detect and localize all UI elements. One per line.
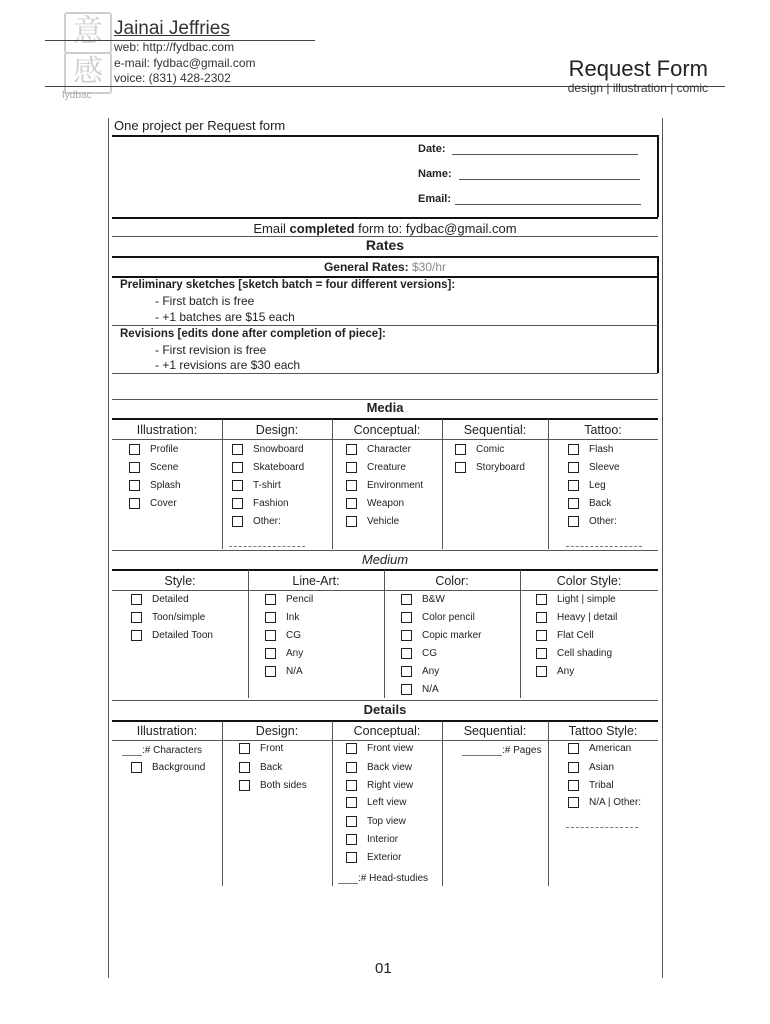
checkbox[interactable] [265,612,276,623]
intro-bottom-rule [112,217,658,219]
media-header-sequential: Sequential: [463,423,527,437]
option-label: Detailed Toon [152,630,213,641]
option-label: Flat Cell [557,630,594,641]
one-project-note: One project per Request form [114,118,286,133]
checkbox[interactable] [131,630,142,641]
medium-col-divider-2 [384,570,385,698]
general-rates-value: $30/hr [412,260,447,274]
media-col-divider-2 [332,419,333,549]
prelim-heading: Preliminary sketches [sketch batch = four different versions]: [120,279,456,291]
designer-name: Jainai Jeffries [114,18,230,39]
medium-lineart-any[interactable] [265,648,303,659]
email-instructions [112,221,658,236]
media-sequential-storyboard[interactable] [455,462,525,473]
prelim-rule [112,325,658,326]
details-concept-interior[interactable] [346,834,398,845]
option-label: Skateboard [253,462,305,473]
media-tattoo-flash[interactable] [568,444,613,455]
checkbox[interactable] [568,762,579,773]
checkbox[interactable] [536,648,547,659]
media-tattoo-other[interactable] [568,516,617,527]
media-header-rule [112,439,658,440]
details-characters-label: :# Characters [142,745,203,756]
details-tattoo-other-field[interactable] [566,827,638,828]
media-col-divider-1 [222,419,223,549]
option-label: N/A [286,666,303,677]
media-header-design: Design: [255,423,299,437]
option-label: Scene [150,462,179,473]
revisions-item-1: - First revision is free [155,343,267,357]
checkbox[interactable] [232,480,243,491]
option-label: Front [260,743,284,754]
media-title-rule [112,418,658,420]
medium-col-divider-1 [248,570,249,698]
checkbox[interactable] [346,462,357,473]
option-label: Cover [150,498,177,509]
checkbox[interactable] [346,780,357,791]
media-design-snowboard[interactable] [232,444,304,455]
details-header-design: Design: [255,724,299,738]
medium-header-colorstyle: Color Style: [556,574,622,588]
details-tattoo-tribal[interactable] [568,780,614,791]
option-label: Creature [367,462,406,473]
option-label: N/A [422,684,439,695]
option-label: Ink [286,612,300,623]
media-col-divider-4 [548,419,549,549]
option-label: Back [589,498,612,509]
option-label: Tribal [589,780,614,791]
revisions-item-2: - +1 revisions are $30 each [155,358,301,372]
email-bold: completed [289,221,355,236]
checkbox[interactable] [455,444,466,455]
option-label: N/A | Other: [589,797,642,808]
media-tattoo-leg[interactable] [568,480,606,491]
page-number: 01 [375,960,392,977]
details-design-front[interactable] [239,743,283,754]
option-label: Top view [367,816,406,827]
option-label: Heavy | detail [557,612,618,623]
checkbox[interactable] [265,630,276,641]
details-col-divider-4 [548,721,549,886]
media-header-illustration: Illustration: [136,423,198,437]
logo-text: fydbac [62,90,92,101]
details-illustration-background[interactable] [131,762,205,773]
checkbox[interactable] [401,594,412,605]
media-design-tshirt[interactable] [232,480,281,491]
form-subtitle: design | illustration | comic [567,81,708,95]
details-tattoo-asian[interactable] [568,762,614,773]
medium-title: Medium [361,552,409,567]
media-title: Media [366,400,404,415]
media-tattoo-sleeve[interactable] [568,462,620,473]
media-sequential-comic[interactable] [455,444,504,455]
email-suffix: form to: fydbac@gmail.com [358,221,517,236]
checkbox[interactable] [401,666,412,677]
media-conceptual-environment[interactable] [346,480,423,491]
medium-color-copic[interactable] [401,630,481,641]
checkbox[interactable] [239,762,250,773]
option-label: CG [422,648,437,659]
option-label: Other: [253,516,281,527]
medium-colorstyle-cellshading[interactable] [536,648,612,659]
checkbox[interactable] [232,516,243,527]
checkbox[interactable] [536,666,547,677]
option-label: Asian [589,762,615,773]
checkbox[interactable] [568,480,579,491]
form-title: Request Form [568,56,708,81]
medium-colorstyle-heavy[interactable] [536,612,617,623]
checkbox[interactable] [568,780,579,791]
medium-lineart-pencil[interactable] [265,594,313,605]
checkbox[interactable] [232,498,243,509]
medium-color-any[interactable] [401,666,439,677]
name-label: Name: [418,168,452,180]
option-label: Storyboard [476,462,525,473]
details-concept-front[interactable] [346,743,413,754]
pages-count-field[interactable] [462,755,502,756]
details-header-tattoo: Tattoo Style: [568,724,638,738]
media-header-tattoo: Tattoo: [584,423,622,437]
details-col-divider-2 [332,721,333,886]
option-label: CG [286,630,301,641]
media-design-other-field[interactable] [229,546,305,547]
medium-header-rule [112,590,658,591]
option-label: Leg [589,480,606,491]
checkbox[interactable] [265,666,276,677]
details-col-divider-1 [222,721,223,886]
option-label: B&W [422,594,445,605]
option-label: Profile [150,444,179,455]
checkbox[interactable] [568,462,579,473]
checkbox[interactable] [131,594,142,605]
media-design-skateboard[interactable] [232,462,304,473]
left-margin-line [108,118,109,978]
option-label: Splash [150,480,181,491]
option-label: Detailed [152,594,189,605]
medium-header-style: Style: [164,574,196,588]
checkbox[interactable] [536,630,547,641]
checkbox[interactable] [129,480,140,491]
checkbox[interactable] [346,516,357,527]
option-label: Background [152,762,206,773]
details-header-sequential: Sequential: [463,724,527,738]
revisions-heading: Revisions [edits done after completion of piece]: [120,328,386,340]
medium-header-color: Color: [435,574,469,588]
intro-top-rule [112,135,658,137]
checkbox[interactable] [568,797,579,808]
medium-style-toon[interactable] [131,612,205,623]
checkbox[interactable] [232,444,243,455]
email-prefix: Email [253,221,286,236]
option-label: Copic marker [422,630,482,641]
media-illustration-cover[interactable] [129,498,177,509]
option-label: Snowboard [253,444,304,455]
details-title: Details [363,702,407,717]
media-illustration-scene[interactable] [129,462,178,473]
medium-style-detailed-toon[interactable] [131,630,213,641]
media-tattoo-back[interactable] [568,498,611,509]
medium-colorstyle-light[interactable] [536,594,616,605]
media-conceptual-character[interactable] [346,444,411,455]
option-label: Pencil [286,594,314,605]
details-concept-right[interactable] [346,780,413,791]
checkbox[interactable] [346,816,357,827]
checkbox[interactable] [536,612,547,623]
checkbox[interactable] [129,498,140,509]
medium-style-detailed[interactable] [131,594,189,605]
checkbox[interactable] [129,462,140,473]
option-label: Weapon [367,498,405,509]
option-label: Character [367,444,411,455]
checkbox[interactable] [401,612,412,623]
checkbox[interactable] [346,852,357,863]
media-col-divider-3 [442,419,443,549]
checkbox[interactable] [455,462,466,473]
checkbox[interactable] [568,743,579,754]
medium-col-divider-3 [520,570,521,698]
details-tattoo-american[interactable] [568,743,631,754]
medium-color-bw[interactable] [401,594,445,605]
details-col-divider-3 [442,721,443,886]
checkbox[interactable] [239,780,250,791]
checkbox[interactable] [265,648,276,659]
details-design-back[interactable] [239,762,282,773]
option-label: Flash [589,444,614,455]
checkbox[interactable] [346,762,357,773]
option-label: Back view [367,762,413,773]
checkbox[interactable] [239,743,250,754]
option-label: Any [286,648,304,659]
details-concept-back[interactable] [346,762,412,773]
option-label: Right view [367,780,414,791]
checkbox[interactable] [568,498,579,509]
general-rates-label: General Rates: [323,260,409,274]
characters-count-field[interactable] [122,755,142,756]
details-tattoo-other[interactable] [568,797,641,808]
checkbox[interactable] [346,498,357,509]
media-header-conceptual: Conceptual: [353,423,421,437]
details-concept-exterior[interactable] [346,852,401,863]
checkbox[interactable] [536,594,547,605]
details-header-illustration: Illustration: [136,724,198,738]
checkbox[interactable] [346,444,357,455]
medium-colorstyle-flat[interactable] [536,630,594,641]
rates-general-rule [112,276,658,278]
general-rates [112,260,658,274]
checkbox[interactable] [568,516,579,527]
checkbox[interactable] [346,480,357,491]
details-pages-label: :# Pages [502,745,542,756]
details-head-studies-label: :# Head-studies [358,873,429,884]
checkbox[interactable] [568,444,579,455]
option-label: Left view [367,797,407,808]
media-tattoo-other-field[interactable] [566,546,642,547]
option-label: Comic [476,444,505,455]
option-label: Back [260,762,283,773]
option-label: Fashion [253,498,289,509]
medium-lineart-cg[interactable] [265,630,301,641]
media-conceptual-vehicle[interactable] [346,516,399,527]
option-label: Exterior [367,852,402,863]
prelim-item-2: - +1 batches are $15 each [155,310,295,324]
date-field[interactable] [452,154,638,155]
option-label: Interior [367,834,399,845]
media-design-fashion[interactable] [232,498,289,509]
media-design-other[interactable] [232,516,281,527]
head-studies-count-field[interactable] [338,883,358,884]
rates-title: Rates [365,237,405,253]
media-conceptual-creature[interactable] [346,462,406,473]
prelim-item-1: - First batch is free [155,294,255,308]
option-label: Vehicle [367,516,400,527]
medium-top-rule [112,550,658,551]
logo-glyph-bottom: 感 [64,52,112,94]
checkbox[interactable] [401,630,412,641]
option-label: American [589,743,632,754]
logo-glyph-top: 意 [64,12,112,54]
checkbox[interactable] [129,444,140,455]
email-line: e-mail: fydbac@gmail.com [114,56,256,70]
option-label: Other: [589,516,617,527]
option-label: Front view [367,743,414,754]
option-label: T-shirt [253,480,281,491]
option-label: Any [422,666,440,677]
details-top-rule [112,700,658,701]
details-header-conceptual: Conceptual: [353,724,421,738]
medium-color-pencil[interactable] [401,612,475,623]
email-field[interactable] [455,204,641,205]
right-margin-line [662,118,663,978]
details-design-both[interactable] [239,780,307,791]
media-illustration-profile[interactable] [129,444,178,455]
option-label: Cell shading [557,648,613,659]
media-conceptual-weapon[interactable] [346,498,404,509]
option-label: Toon/simple [152,612,206,623]
web-line: web: http://fydbac.com [114,40,235,54]
date-label: Date: [418,143,446,155]
medium-colorstyle-any[interactable] [536,666,574,677]
checkbox[interactable] [232,462,243,473]
option-label: Color pencil [422,612,475,623]
details-concept-left[interactable] [346,797,406,808]
checkbox[interactable] [401,684,412,695]
voice-line: voice: (831) 428-2302 [114,71,231,85]
medium-color-cg[interactable] [401,648,437,659]
medium-header-lineart: Line-Art: [292,574,340,588]
rates-bottom-rule [112,373,658,374]
rates-title-rule [112,256,658,258]
details-concept-top[interactable] [346,816,406,827]
checkbox[interactable] [346,743,357,754]
option-label: Environment [367,480,424,491]
checkbox[interactable] [346,834,357,845]
checkbox[interactable] [346,797,357,808]
checkbox[interactable] [401,648,412,659]
intro-right-border [657,135,659,217]
checkbox[interactable] [131,762,142,773]
option-label: Sleeve [589,462,620,473]
option-label: Light | simple [557,594,616,605]
details-title-rule [112,720,658,722]
medium-title-rule [112,569,658,571]
medium-lineart-ink[interactable] [265,612,299,623]
medium-lineart-na[interactable] [265,666,303,677]
media-illustration-splash[interactable] [129,480,181,491]
option-label: Both sides [260,780,307,791]
checkbox[interactable] [265,594,276,605]
details-header-rule [112,740,658,741]
option-label: Any [557,666,575,677]
medium-color-na[interactable] [401,684,439,695]
checkbox[interactable] [131,612,142,623]
email-label: Email: [418,193,452,205]
name-field[interactable] [459,179,640,180]
